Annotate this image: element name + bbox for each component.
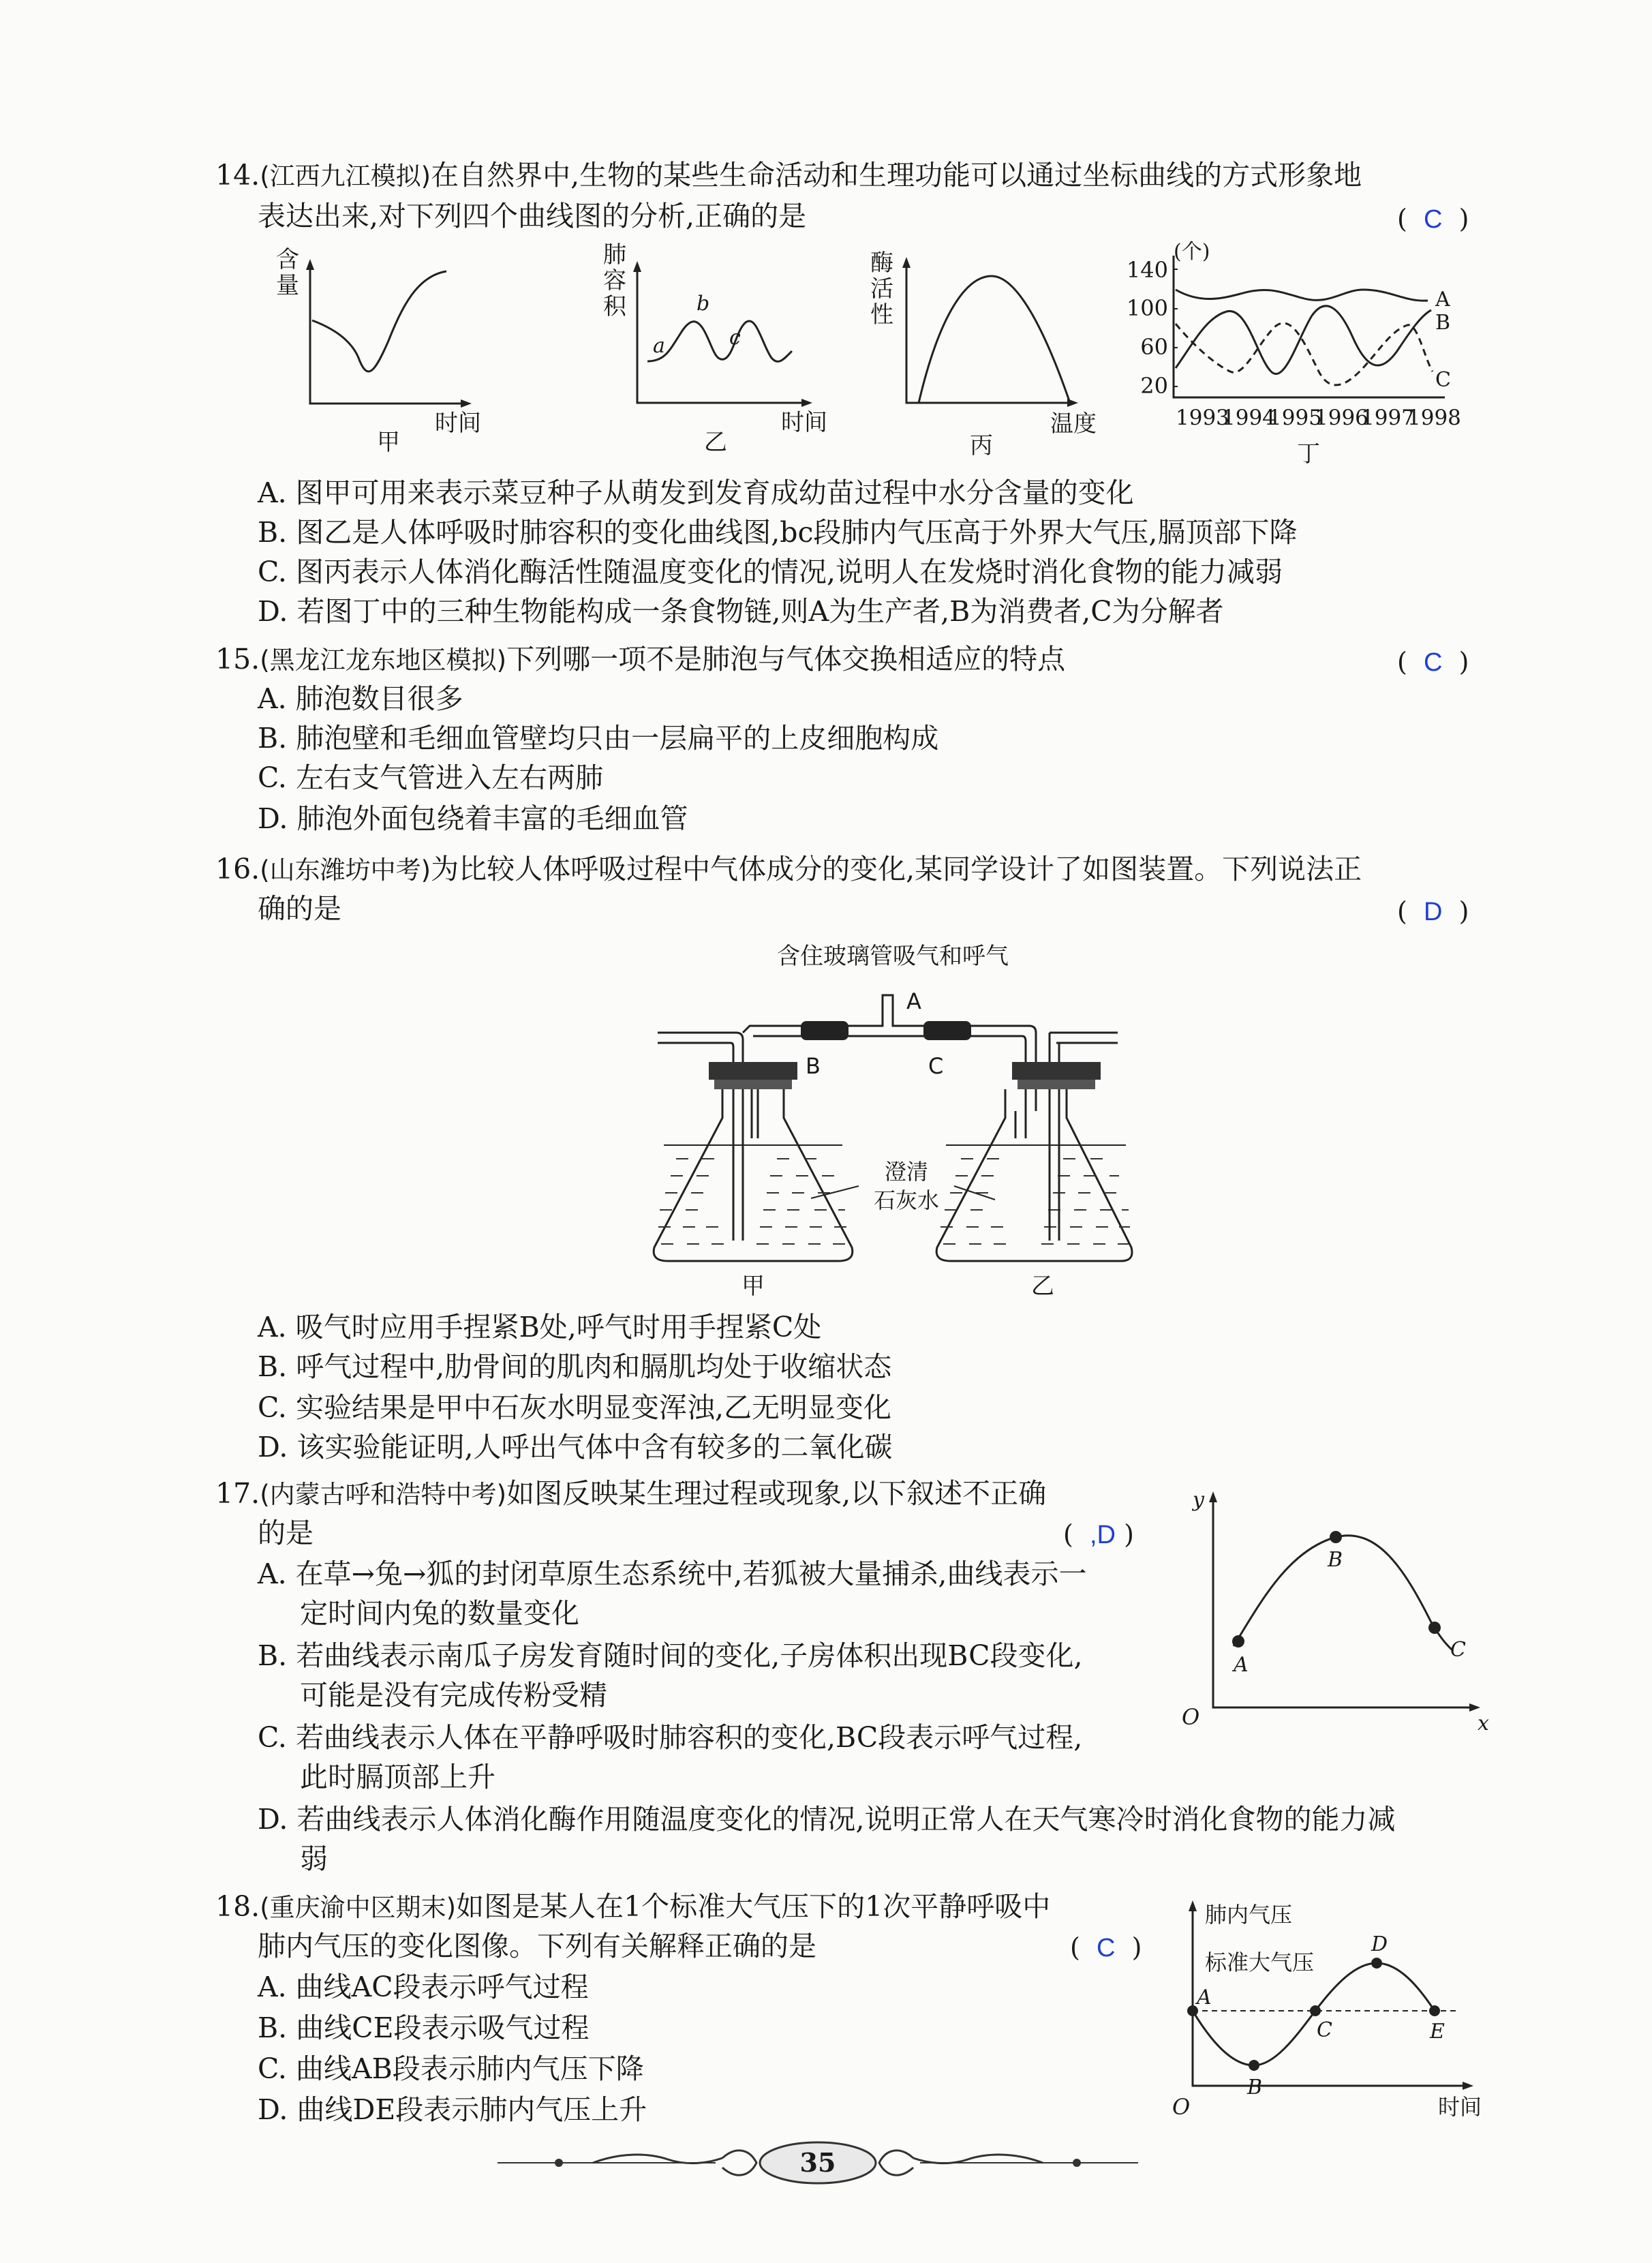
q14-stem-line2: 表达出来,对下列四个曲线图的分析,正确的是 <box>258 200 807 232</box>
q17-option-c-line1: C. 若曲线表示人体在平静呼吸时肺容积的变化,BC段表示呼气过程, <box>258 1721 1083 1754</box>
yi-ylabel-1: 肺 <box>603 241 626 269</box>
bing-curve <box>919 276 1070 403</box>
q15-stem: 15.(黑龙江龙东地区模拟)下列哪一项不是肺泡与气体交换相适应的特点 <box>215 643 1066 675</box>
q16-option-d: D. 该实验能证明,人呼出气体中含有较多的二氧化碳 <box>258 1431 893 1463</box>
ding-unit: (个) <box>1174 240 1210 264</box>
q18-point-d <box>1371 1958 1382 1969</box>
apparatus-title: 含住玻璃管吸气和呼气 <box>777 943 1009 970</box>
yi-caption: 乙 <box>704 429 727 456</box>
q18-option-b: B. 曲线CE段表示吸气过程 <box>258 2011 590 2044</box>
q16-answer: ( D ) <box>1397 896 1469 926</box>
q18-chart <box>1172 1895 1499 2127</box>
q17-answer: ( ,D ) <box>1063 1519 1134 1549</box>
q16-stem-line1: 16.(山东潍坊中考)为比较人体呼吸过程中气体成分的变化,某同学设计了如图装置。下列说法正 <box>215 853 1362 885</box>
q16-option-b: B. 呼气过程中,肋骨间的肌肉和膈肌均处于收缩状态 <box>258 1350 892 1383</box>
q15-option-b: B. 肺泡壁和毛细血管壁均只由一层扁平的上皮细胞构成 <box>258 722 939 755</box>
q18-label-c: C <box>1317 2018 1332 2042</box>
yi-curve <box>647 321 792 361</box>
q17-origin: O <box>1182 1704 1200 1730</box>
q16-option-a: A. 吸气时应用手捏紧B处,呼气时用手捏紧C处 <box>258 1311 822 1343</box>
q14-chart-bing <box>866 249 1118 459</box>
ding-caption: 丁 <box>1297 440 1320 468</box>
q15-option-d: D. 肺泡外面包绕着丰富的毛细血管 <box>258 802 688 835</box>
jia-ylabel-1: 含 <box>276 246 299 273</box>
apparatus-liquid-line2: 石灰水 <box>873 1187 940 1213</box>
q14-chart-jia <box>273 245 504 456</box>
q18-label-a: A <box>1197 1986 1212 2009</box>
ding-xtick-1998: 1998 <box>1407 406 1461 430</box>
q17-option-a-line2: 定时间内兔的数量变化 <box>300 1597 579 1630</box>
yi-point-c: c <box>729 326 741 350</box>
q18-option-a: A. 曲线AC段表示呼气过程 <box>258 1971 589 2003</box>
q17-label-c: C <box>1450 1638 1466 1662</box>
bing-ylabel-1: 酶 <box>870 249 893 277</box>
yi-ylabel-2: 容 <box>603 267 626 294</box>
q18-label-b: B <box>1247 2076 1263 2099</box>
q18-point-b <box>1249 2060 1259 2071</box>
ding-xtick-1996: 1996 <box>1315 406 1368 430</box>
q17-label-a: A <box>1234 1653 1249 1677</box>
apparatus-label-b: B <box>806 1053 821 1079</box>
ding-ytick-60: 60 <box>1140 334 1168 360</box>
right-flask-liquid <box>940 1159 1130 1244</box>
page-number: 35 <box>799 2147 836 2178</box>
ding-label-a: A <box>1435 288 1450 312</box>
q18-xlabel: 时间 <box>1438 2094 1482 2120</box>
q17-option-a-line1: A. 在草→兔→狐的封闭草原生态系统中,若狐被大量捕杀,曲线表示一 <box>258 1558 1087 1590</box>
q16-option-c: C. 实验结果是甲中石灰水明显变浑浊,乙无明显变化 <box>258 1391 892 1424</box>
bing-ylabel-2: 活 <box>870 275 893 303</box>
q17-point-c <box>1428 1622 1441 1634</box>
q17-stem-line1: 17.(内蒙古呼和浩特中考)如图反映某生理过程或现象,以下叙述不正确 <box>215 1477 1047 1510</box>
apparatus-label-a: A <box>906 988 921 1014</box>
ding-label-b: B <box>1435 311 1451 335</box>
ding-xtick-1995: 1995 <box>1268 406 1322 430</box>
q18-reference-label: 标准大气压 <box>1205 1949 1315 1975</box>
yi-point-a: a <box>653 334 665 358</box>
ding-xtick-1997: 1997 <box>1361 406 1415 430</box>
apparatus-left-label: 甲 <box>741 1273 765 1300</box>
q14-option-b: B. 图乙是人体呼吸时肺容积的变化曲线图,bc段肺内气压高于外界大气压,膈顶部下降 <box>258 516 1298 549</box>
q14-option-a: A. 图甲可用来表示菜豆种子从萌发到发育成幼苗过程中水分含量的变化 <box>258 476 1134 509</box>
q18-stem-line1: 18.(重庆渝中区期末)如图是某人在1个标准大气压下的1次平静呼吸中 <box>215 1890 1051 1923</box>
page-footer-ornament <box>491 2132 1145 2193</box>
q18-label-e: E <box>1430 2020 1445 2044</box>
q18-point-e <box>1429 2005 1440 2016</box>
ding-ytick-20: 20 <box>1140 373 1168 399</box>
jia-caption: 甲 <box>377 429 400 456</box>
q18-point-c <box>1310 2005 1321 2016</box>
jia-curve <box>312 271 446 371</box>
q17-xlabel: x <box>1478 1712 1489 1735</box>
q18-label-d: D <box>1371 1932 1388 1956</box>
ding-series-a <box>1176 290 1428 301</box>
q14-option-d: D. 若图丁中的三种生物能构成一条食物链,则A为生产者,B为消费者,C为分解者 <box>258 595 1224 628</box>
q15-option-c: C. 左右支气管进入左右两肺 <box>258 761 603 794</box>
q17-stem-line2: 的是 <box>258 1517 313 1549</box>
q17-option-d-line1: D. 若曲线表示人体消化酶作用随温度变化的情况,说明正常人在天气寒冷时消化食物的能力减 <box>258 1803 1396 1836</box>
q17-option-b-line1: B. 若曲线表示南瓜子房发育随时间的变化,子房体积出现BC段变化, <box>258 1639 1083 1672</box>
q18-origin: O <box>1172 2094 1191 2120</box>
jia-xlabel: 时间 <box>435 410 481 437</box>
q17-option-c-line2: 此时膈顶部上升 <box>300 1761 495 1793</box>
q17-option-b-line2: 可能是没有完成传粉受精 <box>300 1679 607 1712</box>
q14-option-c: C. 图丙表示人体消化酶活性随温度变化的情况,说明人在发烧时消化食物的能力减弱 <box>258 556 1283 588</box>
jia-ylabel-2: 量 <box>276 272 299 299</box>
ding-ytick-140: 140 <box>1126 257 1168 283</box>
ding-xtick-1994: 1994 <box>1222 406 1276 430</box>
ding-label-c: C <box>1435 368 1451 392</box>
q17-label-b: B <box>1328 1548 1343 1572</box>
bing-ylabel-3: 性 <box>870 301 893 329</box>
ding-ytick-100: 100 <box>1126 295 1168 321</box>
q18-ylabel: 肺内气压 <box>1205 1902 1293 1928</box>
yi-point-b: b <box>697 292 710 316</box>
q17-point-a <box>1232 1635 1244 1647</box>
apparatus-label-c: C <box>928 1053 944 1079</box>
bing-caption: 丙 <box>970 432 993 459</box>
q14-answer: ( C ) <box>1397 204 1469 234</box>
q17-option-d-line2: 弱 <box>300 1842 328 1875</box>
q17-point-b <box>1330 1531 1342 1543</box>
q18-option-c: C. 曲线AB段表示肺内气压下降 <box>258 2052 644 2085</box>
apparatus-liquid-line1: 澄清 <box>884 1159 929 1185</box>
q14-chart-yi <box>600 241 845 456</box>
q14-stem-line1: 14.(江西九江模拟)在自然界中,生物的某些生命活动和生理功能可以通过坐标曲线的方式形象地 <box>215 159 1362 192</box>
yi-xlabel: 时间 <box>781 409 827 436</box>
q15-option-a: A. 肺泡数目很多 <box>258 682 463 715</box>
q17-chart <box>1172 1486 1499 1745</box>
q18-stem-line2: 肺内气压的变化图像。下列有关解释正确的是 <box>258 1930 816 1962</box>
q18-option-d: D. 曲线DE段表示肺内气压上升 <box>258 2093 647 2126</box>
q18-answer: ( C ) <box>1070 1932 1142 1962</box>
ding-xtick-1993: 1993 <box>1176 406 1229 430</box>
q16-stem-line2: 确的是 <box>258 892 341 925</box>
q14-chart-ding <box>1118 235 1499 467</box>
q16-apparatus <box>641 941 1131 1309</box>
bing-xlabel: 温度 <box>1050 410 1097 438</box>
q15-answer: ( C ) <box>1397 647 1469 677</box>
yi-ylabel-3: 积 <box>603 293 626 320</box>
left-flask-liquid <box>658 1159 846 1244</box>
q17-ylabel: y <box>1193 1488 1204 1512</box>
apparatus-right-label: 乙 <box>1031 1273 1054 1300</box>
